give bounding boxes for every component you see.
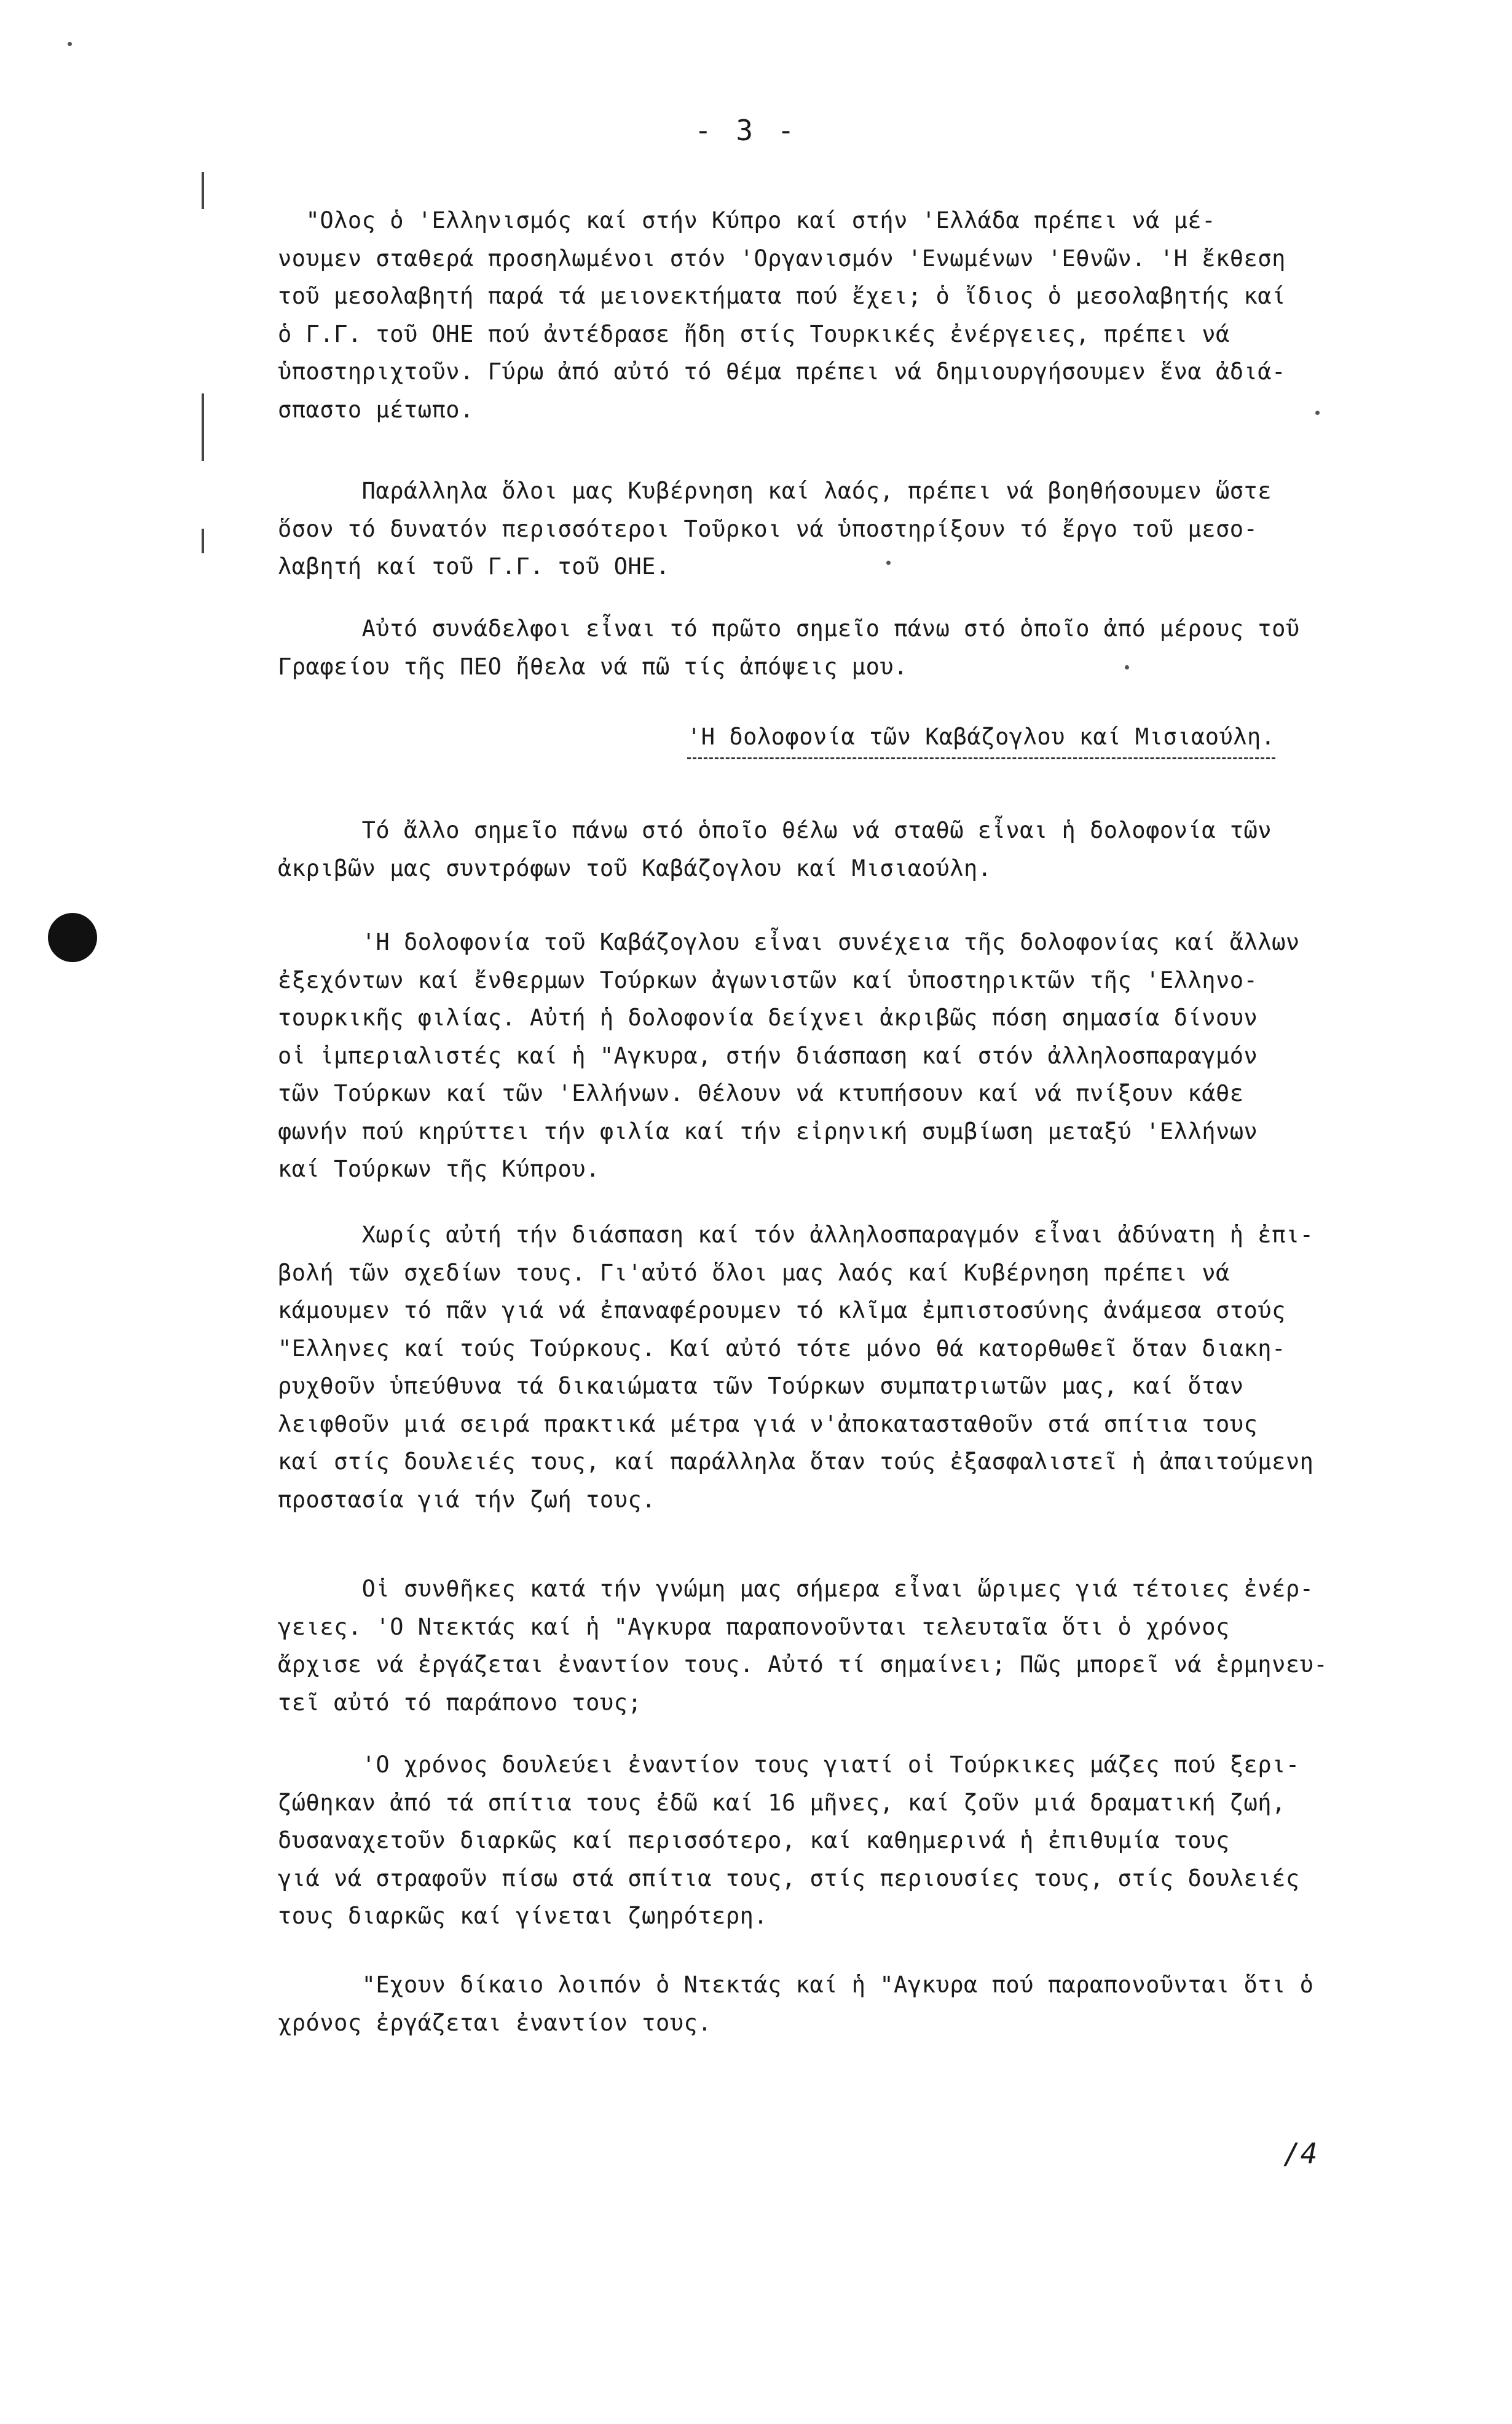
margin-mark	[202, 529, 204, 553]
paragraph-9: "Εχουν δίκαιο λοιπόν ὁ Ντεκτάς καί ἡ "Αγκυρα πού παραπονοῦνται ὅτι ὁ χρόνος ἐργάζεται ἐναντίον τους.	[278, 1972, 1314, 2036]
paragraph-4: Τό ἄλλο σημεῖο πάνω στό ὁποῖο θέλω νά σταθῶ εἶναι ἡ δολοφονία τῶν ἀκριβῶν μας συντρόφων τοῦ Καβάζογλου καί Μισιαούλη.	[278, 817, 1272, 882]
page-number: - 3 -	[695, 114, 798, 147]
paragraph-3: Αὐτό συνάδελφοι εἶναι τό πρῶτο σημεῖο πάνω στό ὁποῖο ἀπό μέρους τοῦ Γραφείου τῆς ΠΕΟ ἤθελα νά πῶ τίς ἀπόψεις μου.	[278, 615, 1300, 680]
margin-mark	[202, 393, 204, 461]
paragraph-5: 'Η δολοφονία τοῦ Καβάζογλου εἶναι συνέχεια τῆς δολοφονίας καί ἄλλων ἐξεχόντων καί ἔνθερμων Τούρκων ἀγωνιστῶν καί ὑποστηρικτῶν τῆς 'Ελληνο- τουρκικῆς φιλίας. Αὐτή ἡ δολοφονία δείχνει ἀκριβῶς πόση σημασία δίνουν οἱ ἰμπεριαλιστές καί ἡ "Αγκυρα, στήν διάσπαση καί στόν ἀλληλοσπαραγμόν τῶν Τούρκων καί τῶν 'Ελλήνων. Θέλουν νά κτυπήσουν καί νά πνίξουν κάθε φωνήν πού κηρύττει τήν φιλία καί τήν εἰρηνική συμβίωση μεταξύ 'Ελλήνων καί Τούρκων τῆς Κύπρου.	[278, 929, 1300, 1182]
paragraph-8: 'Ο χρόνος δουλεύει ἐναντίον τους γιατί οἱ Τούρκικες μάζες πού ξερι- ζώθηκαν ἀπό τά σπίτια τους ἐδῶ καί 16 μῆνες, καί ζοῦν μιά δραματική ζωή, δυσαναχετοῦν διαρκῶς καί περισσότερο, καί καθημερινά ἡ ἐπιθυμία τους γιά νά στραφοῦν πίσω στά σπίτια τους, στίς περιουσίες τους, στίς δουλειές τους διαρκῶς καί γίνεται ζωηρότερη.	[278, 1751, 1300, 1929]
scan-speck	[68, 42, 72, 46]
paragraph-7: Οἱ συνθῆκες κατά τήν γνώμη μας σήμερα εἶναι ὥριμες γιά τέτοιες ἐνέρ- γειες. 'Ο Ντεκτάς καί ἡ "Αγκυρα παραπονοῦνται τελευταῖα ὅτι ὁ χρόνος ἄρχισε νά ἐργάζεται ἐναντίον τους. Αὐτό τί σημαίνει; Πῶς μπορεῖ νά ἑρμηνευ- τεῖ αὐτό τό παράπονο τους;	[278, 1576, 1328, 1716]
section-heading: 'Η δολοφονία τῶν Καβάζογλου καί Μισιαούλη.	[687, 718, 1275, 759]
paragraph-1: "Ολος ὁ 'Ελληνισμός καί στήν Κύπρο καί στήν 'Ελλάδα πρέπει νά μέ- νουμεν σταθερά προσηλωμένοι στόν 'Οργανισμόν 'Ενωμένων 'Εθνῶν. 'Η ἔκθεση τοῦ μεσολαβητή παρά τά μειονεκτήματα πού ἔχει; ὁ ἴδιος ὁ μεσολαβητής καί ὁ Γ.Γ. τοῦ ΟΗΕ πού ἀντέδρασε ἤδη στίς Τουρκικές ἐνέργειες, πρέπει νά ὑποστηριχτοῦν. Γύρω ἀπό αὐτό τό θέμα πρέπει νά δημιουργήσουμεν ἕνα ἀδιά- σπαστο μέτωπο.	[278, 207, 1286, 423]
next-page-marker: /4	[1283, 2137, 1318, 2170]
paragraph-6: Χωρίς αὐτή τήν διάσπαση καί τόν ἀλληλοσπαραγμόν εἶναι ἀδύνατη ἡ ἐπι- βολή τῶν σχεδίων τους. Γι'αὐτό ὅλοι μας λαός καί Κυβέρνηση πρέπει νά κάμουμεν τό πᾶν γιά νά ἐπαναφέρουμεν τό κλῖμα ἐμπιστοσύνης ἀνάμεσα στούς "Ελληνες καί τούς Τούρκους. Καί αὐτό τότε μόνο θά κατορθωθεῖ ὅταν διακη- ρυχθοῦν ὑπεύθυνα τά δικαιώματα τῶν Τούρκων συμπατριωτῶν μας, καί ὅταν λειφθοῦν μιά σειρά πρακτικά μέτρα γιά ν'ἀποκατασταθοῦν στά σπίτια τους καί στίς δουλειές τους, καί παράλληλα ὅταν τούς ἐξασφαλιστεῖ ἡ ἀπαιτούμενη προστασία γιά τήν ζωή τους.	[278, 1222, 1314, 1513]
punch-hole	[48, 913, 97, 962]
margin-mark	[202, 172, 204, 209]
paragraph-2: Παράλληλα ὅλοι μας Κυβέρνηση καί λαός, πρέπει νά βοηθήσουμεν ὥστε ὅσον τό δυνατόν περισσότεροι Τοῦρκοι νά ὑποστηρίξουν τό ἔργο τοῦ μεσο- λαβητή καί τοῦ Γ.Γ. τοῦ ΟΗΕ.	[278, 478, 1272, 580]
